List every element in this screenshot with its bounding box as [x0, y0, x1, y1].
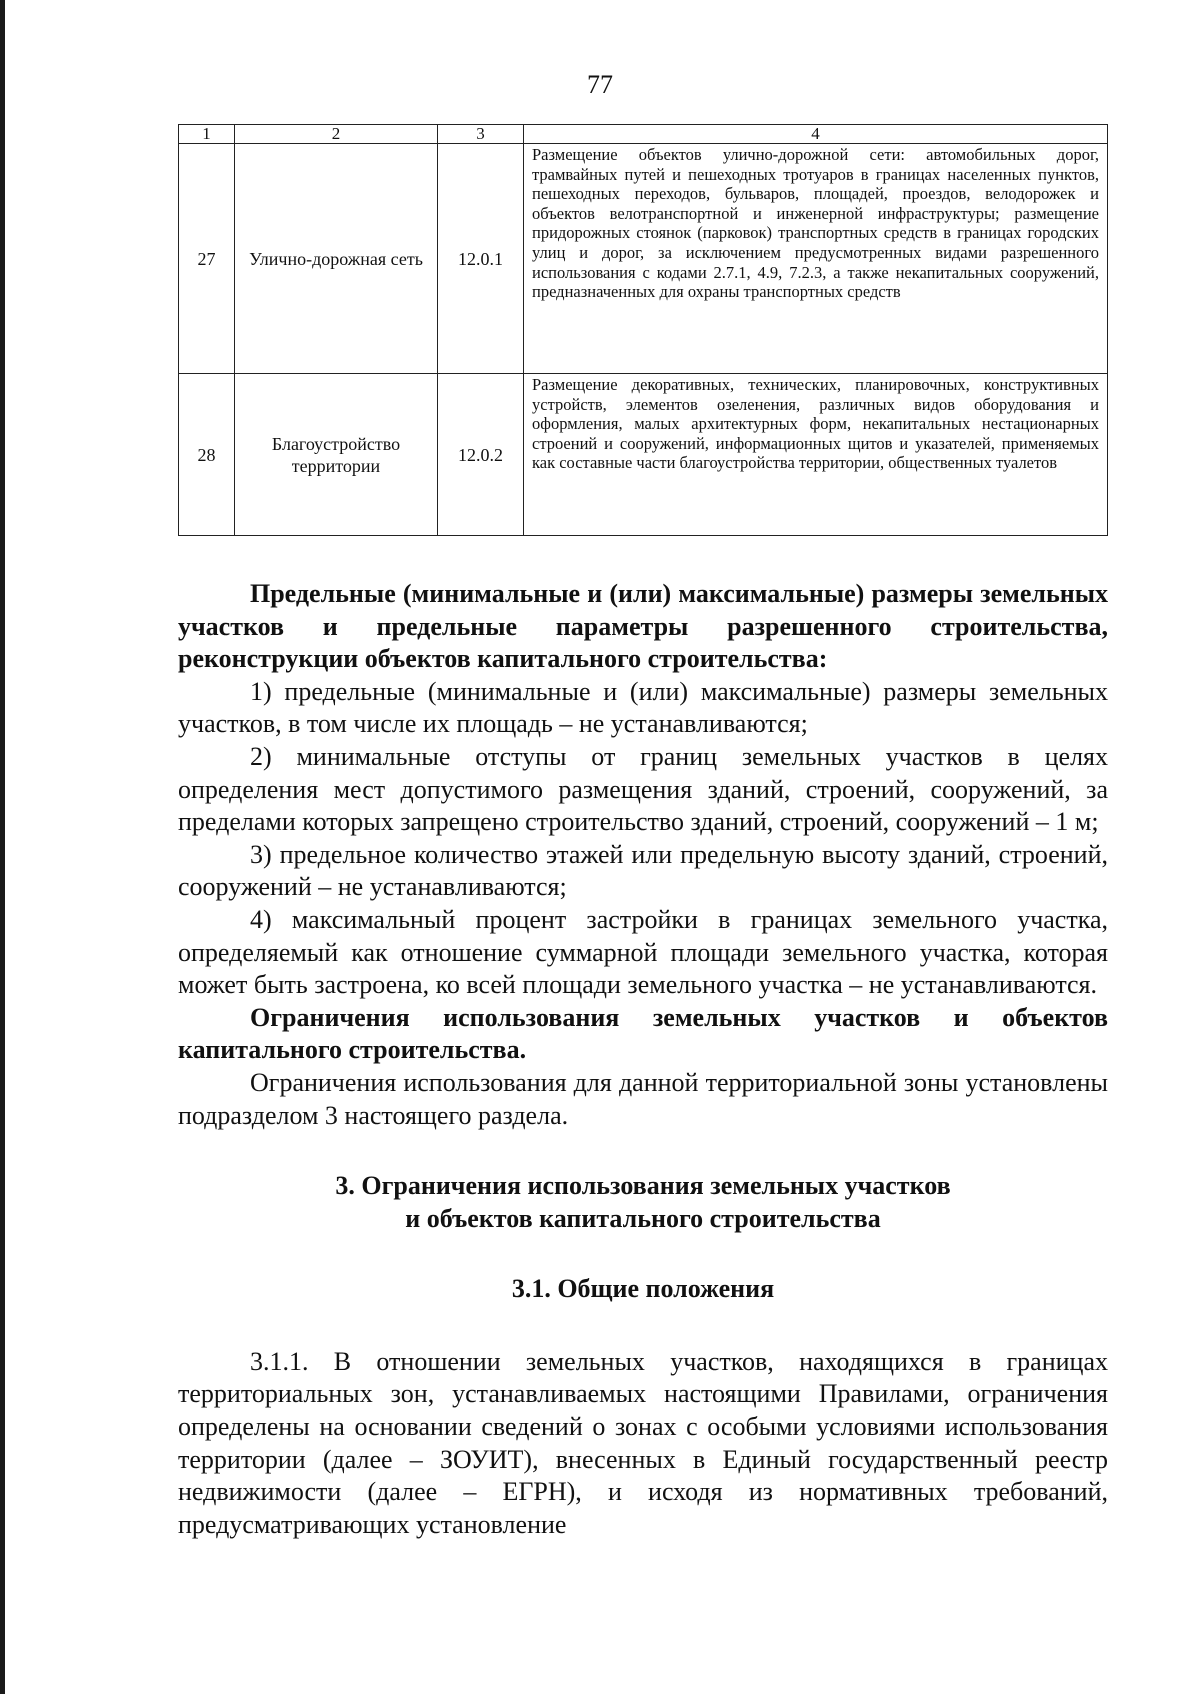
limits-item-4: 4) максимальный процент застройки в границах земельного участка, определяемый как отношение суммарной площади земельного участка, которая может быть застроена, ко всей площади земельного участка – не устанавливаются.: [178, 904, 1108, 1000]
header-cell-3: 3: [438, 125, 524, 144]
use-name-cell: [235, 374, 438, 536]
table-row: [179, 144, 1108, 374]
row-number-cell: [179, 374, 235, 536]
row-number: 28: [197, 444, 216, 465]
row-number: 27: [197, 248, 216, 269]
subsection-title: 3.1. Общие положения: [511, 1274, 775, 1304]
use-code: 12.0.2: [458, 444, 503, 465]
use-description: Размещение объектов улично-дорожной сети: автомобильных дорог, трамвайных путей и пешеходных тротуаров в границах населенных пунктов, пешеходных переходов, бульваров, площадей, проездов, велодорожек и объектов велотранспортной и инженерной инфраструктуры; размещение придорожных стоянок (парковок) транспортных средств в границах городских улиц и дорог, за исключением предусмотренных видами разрешенного использования с кодами 2.7.1, 4.9, 7.2.3, а также некапитальных сооружений, предназначенных для охраны транспортных средств: [532, 145, 1099, 302]
use-name: Улично-дорожная сеть: [249, 248, 423, 269]
use-description: Размещение декоративных, технических, планировочных, конструктивных устройств, элементов озеленения, различных видов оборудования и оформления, малых архитектурных форм, некапитальных нестационарных строений и сооружений, информационных щитов и указателей, применяемых как составные части благоустройства территории, общественных туалетов: [532, 375, 1099, 473]
restrictions-heading: Ограничения использования земельных участков и объектов капитального строительства.: [178, 1002, 1108, 1065]
limits-item-2: 2) минимальные отступы от границ земельных участков в целях определения мест допустимого размещения зданий, строений, сооружений, за пределами которых запрещено строительство зданий, строений, сооружений – 1 м;: [178, 741, 1108, 837]
use-name-cell: [235, 144, 438, 374]
header-cell-4: 4: [524, 125, 1108, 144]
use-code-cell: [438, 374, 524, 536]
restrictions-text: Ограничения использования для данной территориальной зоны установлены подразделом 3 настоящего раздела.: [178, 1067, 1108, 1130]
header-cell-1: 1: [179, 125, 235, 144]
land-use-table: [178, 124, 1108, 536]
scan-left-edge: [0, 0, 5, 1694]
use-description-cell: [524, 374, 1108, 536]
limits-heading: Предельные (минимальные и (или) максимальные) размеры земельных участков и предельные параметры разрешенного строительства, реконструкции объектов капитального строительства:: [178, 579, 1108, 674]
limits-item-3: 3) предельное количество этажей или предельную высоту зданий, строений, сооружений – не устанавливаются;: [178, 839, 1108, 902]
document-body: [178, 578, 1108, 1541]
section-title-line-1: 3. Ограничения использования земельных участков: [335, 1171, 951, 1201]
paragraph-3-1-1: 3.1.1. В отношении земельных участков, находящихся в границах территориальных зон, устанавливаемых настоящими Правилами, ограничения определены на основании сведений о зонах с особыми условиями использования территории (далее – ЗОУИТ), внесенных в Единый государственный реестр недвижимости (далее – ЕГРН), и исходя из нормативных требований, предусматривающих установление: [178, 1346, 1108, 1539]
table-header-row: [179, 125, 1108, 144]
row-number-cell: [179, 144, 235, 374]
use-description-cell: [524, 144, 1108, 374]
use-code-cell: [438, 144, 524, 374]
use-name: Благоустройство территории: [271, 433, 401, 476]
section-title-line-2: и объектов капитального строительства: [405, 1203, 881, 1233]
table-row: [179, 374, 1108, 536]
page-number: 77: [587, 70, 613, 99]
use-code: 12.0.1: [458, 248, 503, 269]
limits-item-1: 1) предельные (минимальные и (или) максимальные) размеры земельных участков, в том числе их площадь – не устанавливаются;: [178, 676, 1108, 739]
header-cell-2: 2: [235, 125, 438, 144]
